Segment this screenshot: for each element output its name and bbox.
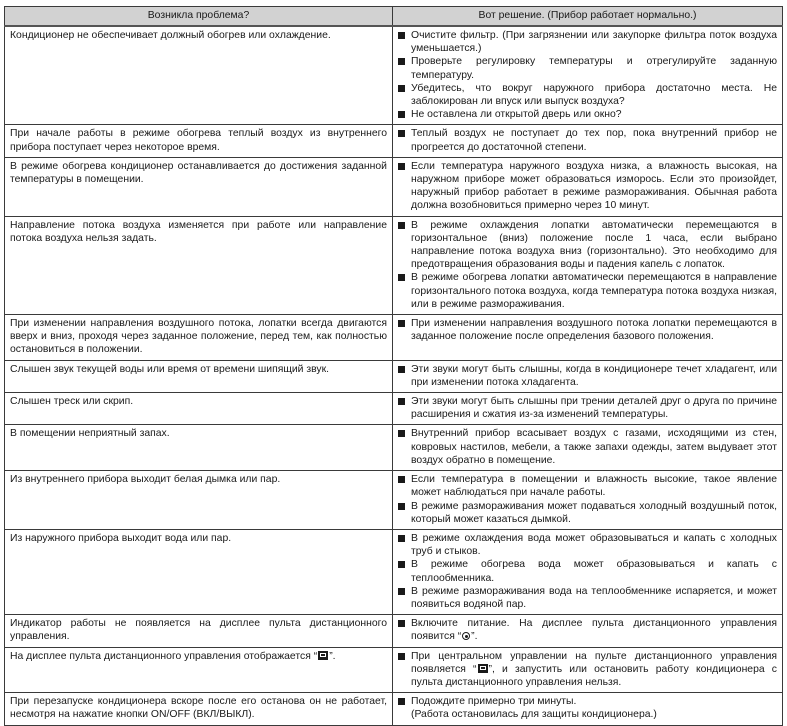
table-row: [5, 615, 783, 647]
solution-text: Внутренний прибор всасывает воздух с газами, исходящими из стен, ковровых настилов, мебели, а также запахи одежды, затем выдувает этот воздух обратно в помещение.: [411, 428, 777, 466]
solution-item: [398, 585, 777, 611]
problem-cell: Индикатор работы не появляется на дисплее пульта дистанционного управления.: [5, 615, 393, 647]
solution-text: Эти звуки могут быть слышны, когда в кондиционере течет хладагент, или при изменении потока хладагента.: [411, 363, 777, 388]
square-bullet-icon: [398, 32, 405, 39]
solution-item: [398, 650, 777, 690]
solution-item: [398, 108, 777, 121]
solution-item: [398, 219, 777, 272]
column-header-solution: Вот решение. (Прибор работает нормально.): [393, 7, 783, 27]
problem-cell: Из наружного прибора выходит вода или пар.: [5, 529, 393, 614]
solution-cell: [393, 647, 783, 693]
problem-cell: В режиме обогрева кондиционер останавливается до достижения заданной температуры в помещении.: [5, 157, 393, 216]
solution-item: [398, 160, 777, 213]
table-row: [5, 315, 783, 361]
solution-cell: [393, 615, 783, 647]
square-bullet-icon: [398, 130, 405, 137]
table-row: [5, 125, 783, 157]
solution-cell: [393, 393, 783, 425]
solution-text-end: ”.: [471, 631, 478, 643]
power-indicator-icon: [462, 632, 470, 640]
table-row: [5, 360, 783, 392]
table-row: [5, 425, 783, 471]
problem-cell: Из внутреннего прибора выходит белая дымка или пар.: [5, 471, 393, 530]
solution-text: Теплый воздух не поступает до тех пор, пока внутренний прибор не прогреется до достаточной степени.: [411, 128, 777, 153]
table-row: [5, 471, 783, 530]
solution-cell: [393, 315, 783, 361]
problem-cell: В помещении неприятный запах.: [5, 425, 393, 471]
solution-item: [398, 617, 777, 643]
troubleshooting-table: [4, 6, 783, 726]
solution-cell: [393, 216, 783, 314]
square-bullet-icon: [398, 320, 405, 327]
solution-item: [398, 317, 777, 343]
solution-text: Если температура в помещении и влажность высокие, такое явление может наблюдаться при начале работы.: [411, 474, 777, 499]
solution-text: При изменении направления воздушного потока лопатки перемещаются в заданное положение после определения базового положения.: [411, 318, 777, 343]
problem-text-end: ”.: [329, 650, 336, 662]
solution-text: Включите питание. На дисплее пульта дистанционного управления появится “: [411, 618, 777, 643]
solution-item: [398, 127, 777, 153]
solution-item: [398, 55, 777, 81]
solution-item: [398, 427, 777, 467]
central-control-icon: [478, 664, 488, 673]
solution-item: [398, 473, 777, 499]
square-bullet-icon: [398, 503, 405, 510]
problem-cell: [5, 647, 393, 693]
solution-text: В режиме обогрева вода может образовываться и капать с теплообменника.: [411, 559, 777, 584]
table-row: [5, 157, 783, 216]
table-row: [5, 393, 783, 425]
square-bullet-icon: [398, 620, 405, 627]
square-bullet-icon: [398, 430, 405, 437]
solution-cell: [393, 26, 783, 125]
solution-cell: [393, 157, 783, 216]
table-row: [5, 693, 783, 725]
problem-cell: Направление потока воздуха изменяется при работе или направление потока воздуха нельзя задать.: [5, 216, 393, 314]
problem-text: На дисплее пульта дистанционного управления отображается “: [10, 650, 318, 662]
solution-text: В режиме обогрева лопатки автоматически перемещаются в направление горизонтального потока воздуха, когда температура потока воздуха низкая, или в режиме размораживания.: [411, 272, 777, 310]
column-header-problem: Возникла проблема?: [5, 7, 393, 27]
solution-text: Не оставлена ли открытой дверь или окно?: [411, 109, 622, 121]
solution-text: В режиме размораживания может подаваться холодный воздушный поток, который может казаться дымкой.: [411, 500, 777, 525]
solution-cell: [393, 425, 783, 471]
solution-item: [398, 29, 777, 55]
solution-text: Проверьте регулировку температуры и отрегулируйте заданную температуру.: [411, 56, 777, 81]
solution-cell: [393, 693, 783, 725]
square-bullet-icon: [398, 222, 405, 229]
problem-cell: Слышен треск или скрип.: [5, 393, 393, 425]
square-bullet-icon: [398, 398, 405, 405]
solution-item: [398, 395, 777, 421]
solution-text: Убедитесь, что вокруг наружного прибора достаточно места. Не заблокирован ли впуск или выпуск воздуха?: [411, 82, 777, 108]
square-bullet-icon: [398, 476, 405, 483]
solution-item: [398, 500, 777, 526]
solution-item: [398, 363, 777, 389]
central-control-icon: [318, 651, 328, 660]
solution-text: При центральном управлении на пульте дистанционного управления появляется “: [411, 650, 777, 675]
problem-cell: Слышен звук текущей воды или время от времени шипящий звук.: [5, 360, 393, 392]
solution-text: В режиме охлаждения лопатки автоматически перемещаются в горизонтальное (вниз) положение после 1 часа, если выбрано направление потока воздуха вниз (горизонтально). Это необходимо для предотвращения образования воды и падения капель с лопаток.: [411, 219, 777, 271]
problem-cell: При начале работы в режиме обогрева теплый воздух из внутреннего прибора поступает через некоторое время.: [5, 125, 393, 157]
solution-text-end: ”, и запустить или остановить работу кондиционера с пульта дистанционного управления нельзя.: [411, 663, 777, 688]
problem-cell: При изменении направления воздушного потока, лопатки всегда двигаются вверх и вниз, проходя через заданное положение, перед тем, как полностью остановиться в положении.: [5, 315, 393, 361]
square-bullet-icon: [398, 653, 405, 660]
solution-note: (Работа остановилась для защиты кондиционера.): [411, 709, 657, 721]
solution-item: [398, 695, 777, 708]
solution-cell: [393, 360, 783, 392]
table-row: [5, 647, 783, 693]
solution-text: Очистите фильтр. (При загрязнении или закупорке фильтра поток воздуха уменьшается.): [411, 30, 777, 55]
table-row: [5, 26, 783, 125]
square-bullet-icon: [398, 535, 405, 542]
problem-cell: При перезапуске кондиционера вскоре после его останова он не работает, несмотря на нажатие кнопки ON/OFF (ВКЛ/ВЫКЛ).: [5, 693, 393, 725]
solution-item: [398, 558, 777, 584]
solution-text: В режиме охлаждения вода может образовываться и капать с холодных труб и стыков.: [411, 532, 777, 558]
table-row: [5, 216, 783, 314]
solution-item: [398, 82, 777, 108]
problem-cell: Кондиционер не обеспечивает должный обогрев или охлаждение.: [5, 26, 393, 125]
square-bullet-icon: [398, 698, 405, 705]
square-bullet-icon: [398, 588, 405, 595]
square-bullet-icon: [398, 561, 405, 568]
table-header-row: [5, 7, 783, 27]
solution-text: Подождите примерно три минуты.: [411, 696, 577, 708]
table-row: [5, 529, 783, 614]
solution-text: Если температура наружного воздуха низка, а влажность высокая, на наружном приборе может образоваться изморось. Если это произойдет, наружный прибор работает в режиме размораживания. Обычная работа должна возобновиться примерно через 10 минут.: [411, 160, 777, 212]
square-bullet-icon: [398, 366, 405, 373]
solution-cell: [393, 529, 783, 614]
square-bullet-icon: [398, 274, 405, 281]
square-bullet-icon: [398, 111, 405, 118]
solution-text: В режиме размораживания вода на теплообменнике испаряется, и может появиться водяной пар.: [411, 585, 777, 610]
square-bullet-icon: [398, 58, 405, 65]
solution-cell: [393, 471, 783, 530]
solution-text: Эти звуки могут быть слышны при трении деталей друг о друга по причине расширения и сжатия из-за изменений температуры.: [411, 396, 777, 421]
solution-cell: [393, 125, 783, 157]
square-bullet-icon: [398, 85, 405, 92]
solution-item: [398, 532, 777, 558]
solution-item: [398, 271, 777, 311]
square-bullet-icon: [398, 163, 405, 170]
